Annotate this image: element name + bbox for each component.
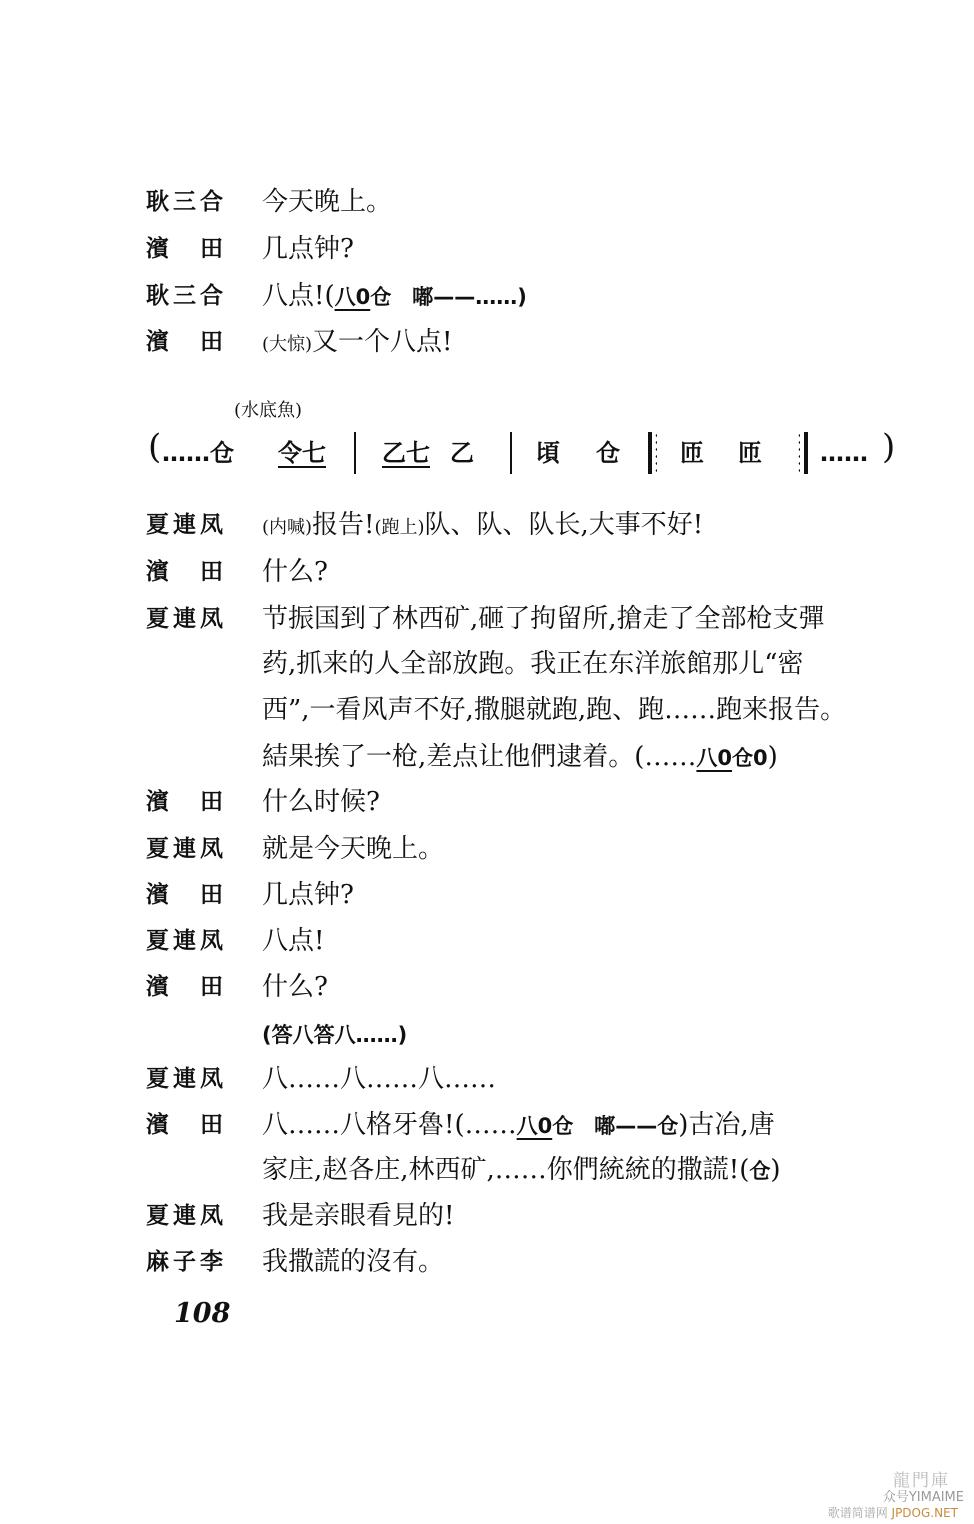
speaker-name: 濱 田 (146, 1112, 227, 1138)
watermark-site-prefix: 歌谱简谱网 (827, 1506, 888, 1520)
dialogue-line (0, 740, 974, 786)
speech-segment: 药,抓来的人全部放跑。我正在东洋旅館那儿“密 (262, 649, 804, 679)
percussion-notation: 仓0 (732, 746, 768, 770)
percussion-notation: (答八答八……) (262, 1023, 408, 1047)
speaker-name: 夏連凤 (146, 512, 227, 538)
speech-text (262, 693, 846, 727)
speaker-name: 夏連凤 (146, 606, 227, 632)
speaker-name: 濱 田 (146, 236, 227, 262)
speech-text (262, 1153, 781, 1188)
repeat-dots (655, 432, 657, 474)
page-number: 108 (174, 1298, 231, 1329)
speech-text (262, 325, 453, 362)
speaker-name: 夏連凤 (146, 1203, 227, 1229)
dialogue-line (0, 647, 974, 693)
score-row (148, 427, 896, 478)
speech-segment: 結果挨了一枪,差点让他們逮着。(…… (262, 742, 697, 772)
speech-segment: 西”,一看风声不好,撒腿就跑,跑、跑……跑来报告。 (262, 695, 847, 725)
dialogue-line (0, 785, 974, 831)
repeat-start-sign (648, 430, 662, 476)
dialogue-line (0, 1153, 974, 1199)
repeat-dots (798, 432, 800, 474)
speech-segment: 什么时候? (262, 787, 380, 817)
speech-segment: ) (767, 742, 778, 772)
repeat-bar (804, 432, 808, 474)
speech-segment: 什么? (262, 557, 328, 587)
dialogue-line (0, 1245, 974, 1291)
speech-segment: 今天晚上。 (262, 187, 393, 217)
stage-direction: (大惊) (262, 334, 313, 355)
speech-segment: 节振国到了林西矿,砸了拘留所,搶走了全部枪支彈 (262, 604, 825, 634)
dialogue-line (0, 878, 974, 924)
speech-text (262, 1062, 496, 1096)
score-label: (水底魚) (234, 400, 303, 421)
speaker-name: 夏連凤 (146, 836, 227, 862)
speech-text (262, 924, 324, 958)
speech-text (262, 508, 703, 545)
score-syllable: 令七 (278, 439, 326, 467)
score-syllable: …… (820, 439, 868, 467)
score-syllable: 乙 (450, 439, 474, 467)
speech-text (262, 232, 354, 266)
score-syllable: 頃 (536, 439, 560, 467)
dialogue-line (0, 693, 974, 739)
dialogue-line (0, 279, 974, 325)
speech-text (262, 185, 392, 219)
bar-line (354, 432, 356, 474)
speech-text (262, 1245, 444, 1279)
speech-text (262, 602, 825, 636)
speech-segment: 八……八格牙魯!(…… (262, 1110, 517, 1140)
watermark-brand: 众号YIMAIME (882, 1490, 964, 1505)
speech-segment: 几点钟? (262, 234, 354, 264)
repeat-end-sign (796, 430, 810, 476)
dialogue-line (0, 1108, 974, 1154)
stage-direction: (跑上) (374, 517, 425, 538)
dialogue-line (0, 970, 974, 1016)
watermark (784, 1466, 964, 1522)
speech-segment: 八点!( (262, 281, 335, 311)
speech-segment: ) (770, 1155, 781, 1185)
dialogue-line (0, 1062, 974, 1108)
speech-text (262, 878, 354, 912)
speaker-name: 濱 田 (146, 559, 227, 585)
dialogue-line (0, 555, 974, 601)
stage-direction: (内喊) (262, 517, 313, 538)
dialogue-line (0, 602, 974, 648)
dialogue-line (0, 924, 974, 970)
speech-text (262, 1199, 454, 1233)
score-syllable: 匝 (738, 439, 762, 467)
speech-text (262, 279, 527, 314)
score-syllable: 仓 (596, 439, 620, 467)
dialogue-line (0, 1199, 974, 1245)
speech-segment: 就是今天晚上。 (262, 834, 445, 864)
percussion-notation: 八0 (696, 746, 733, 770)
repeat-bar (648, 432, 652, 474)
watermark-site-url: JPDOG.NET (891, 1506, 958, 1520)
speaker-name: 夏連凤 (146, 1066, 227, 1092)
speech-text (262, 785, 380, 819)
speech-text (262, 647, 804, 681)
speech-text (262, 1108, 775, 1143)
speech-text (262, 555, 328, 589)
dialogue-line (0, 508, 974, 554)
speaker-name: 麻子李 (146, 1249, 227, 1275)
dialogue-line (0, 1017, 974, 1063)
speaker-name: 濱 田 (146, 882, 227, 908)
speaker-name: 濱 田 (146, 789, 227, 815)
dialogue-line (0, 325, 974, 371)
speech-segment: 队、队、队长,大事不好! (424, 510, 704, 540)
bar-line (510, 432, 512, 474)
speech-segment: 报告! (312, 510, 375, 540)
percussion-notation: 八0 (334, 285, 371, 309)
percussion-notation: 仓 嘟——仓 (552, 1114, 679, 1138)
speaker-name: 耿三合 (146, 283, 227, 309)
speech-segment: 又一个八点! (312, 327, 453, 357)
score-syllable: 匝 (680, 439, 704, 467)
score-parenthesis: ) (882, 427, 896, 467)
dialogue-line (0, 232, 974, 278)
speech-segment: 我撒謊的沒有。 (262, 1247, 445, 1277)
percussion-notation: 八0 (516, 1114, 553, 1138)
speaker-name: 濱 田 (146, 329, 227, 355)
speech-segment: 家庄,赵各庄,林西矿,……你們統統的撒謊!( (262, 1155, 750, 1185)
speech-segment: 八点! (262, 926, 325, 956)
speech-segment: 我是亲眼看見的! (262, 1201, 455, 1231)
score-syllable: 乙七 (382, 439, 430, 467)
speech-text (262, 832, 444, 866)
percussion-notation: 仓 (749, 1159, 771, 1183)
speaker-name: 濱 田 (146, 974, 227, 1000)
watermark-logo: 龍門庫 (893, 1471, 950, 1491)
percussion-notation: 仓 嘟——……) (370, 285, 527, 309)
speech-segment: 几点钟? (262, 880, 354, 910)
score-syllable: ……仓 (162, 439, 234, 467)
watermark-site (828, 1504, 958, 1521)
speech-segment: )古冶,唐 (678, 1110, 775, 1140)
score-parenthesis: ( (148, 427, 162, 467)
speech-text (262, 970, 328, 1004)
percussion-score (148, 400, 896, 480)
speaker-name: 夏連凤 (146, 928, 227, 954)
speech-segment: 什么? (262, 972, 328, 1002)
speech-text (262, 1017, 407, 1052)
speech-text (262, 740, 778, 775)
speaker-name: 耿三合 (146, 189, 227, 215)
speech-segment: 八……八……八…… (262, 1064, 497, 1094)
dialogue-line (0, 832, 974, 878)
dialogue-line (0, 185, 974, 231)
